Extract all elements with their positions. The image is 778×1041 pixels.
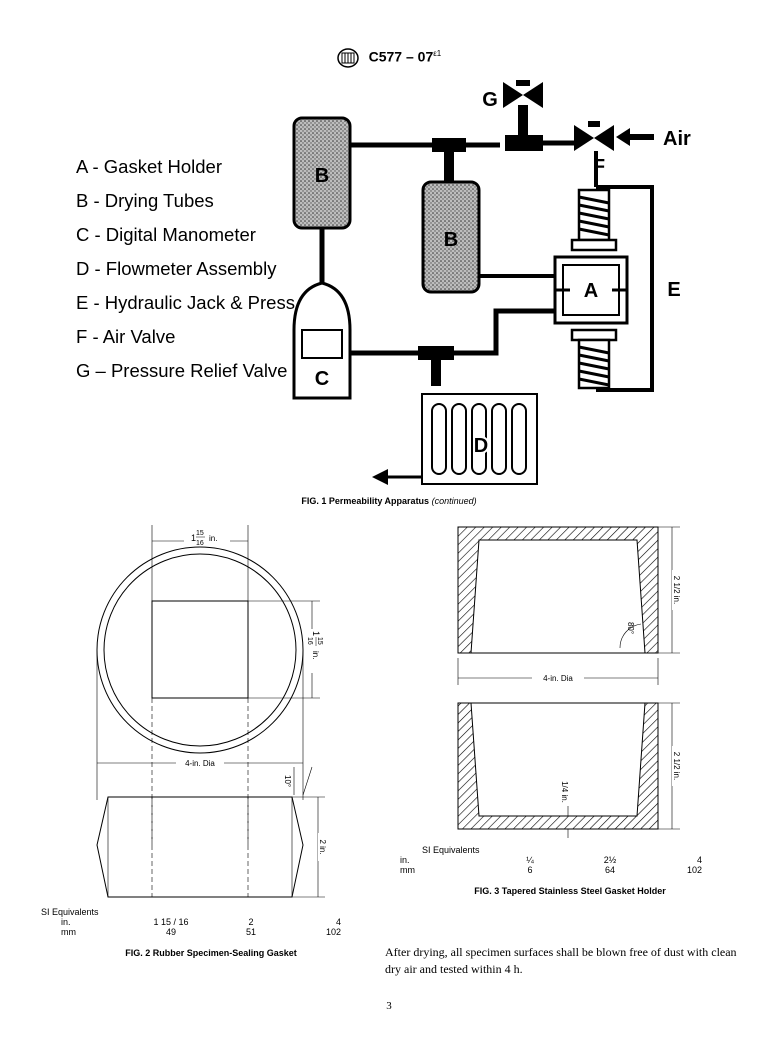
fig3-dim-angle: 80° [626, 621, 635, 635]
si-cell: 2½ [603, 855, 617, 865]
fig3-dim-top-height: 2 1/2 in. [672, 575, 681, 605]
pressure-relief-valve-icon [503, 80, 543, 108]
legend-item-a: A - Gasket Holder [76, 156, 223, 177]
fig1-apparatus-diagram [0, 0, 778, 500]
legend-item-b: B - Drying Tubes [76, 190, 214, 211]
legend-item-f: F - Air Valve [76, 326, 176, 347]
fig2-si-table [41, 917, 341, 937]
legend-item-c: C - Digital Manometer [76, 224, 256, 245]
fig3-si-title: SI Equivalents [422, 845, 480, 855]
fig3-dim-wall: 1/4 in. [560, 781, 569, 803]
fig2-si-title: SI Equivalents [41, 907, 99, 917]
label-f: F [592, 156, 606, 178]
si-cell: mm [61, 927, 76, 937]
si-cell: 49 [165, 927, 176, 937]
si-cell: 64 [604, 865, 615, 875]
fig2-dim-top-den: 16 [196, 540, 204, 547]
si-cell: ¼ [526, 855, 534, 865]
si-cell: 6 [527, 865, 533, 875]
fig3-gasket-holder-drawing [440, 520, 740, 840]
air-valve-icon [574, 121, 614, 151]
si-cell: in. [400, 855, 410, 865]
si-cell: 51 [245, 927, 256, 937]
table-row [41, 917, 341, 927]
si-cell: 2 [248, 917, 254, 927]
fig2-dim-right-unit: in. [311, 651, 320, 660]
fig2-dim-angle: 10° [283, 775, 292, 788]
label-air: Air [663, 128, 691, 150]
fig2-gasket-side-view [97, 797, 303, 897]
fig3-dim-bottom-height: 2 1/2 in. [672, 751, 681, 781]
fig2-dim-top-unit: in. [209, 534, 218, 543]
fig2-dim-right-den: 16 [306, 637, 313, 645]
legend-item-g: G – Pressure Relief Valve [76, 360, 288, 381]
fig2-gasket-drawing [0, 505, 380, 905]
legend-item-e: E - Hydraulic Jack & Press [76, 292, 295, 313]
exhaust-arrow-icon [372, 469, 388, 485]
label-a: A [583, 280, 599, 302]
label-c: C [314, 368, 330, 390]
fig3-si-equivalents [400, 845, 702, 875]
si-cell: 102 [686, 865, 702, 875]
fig2-si-equivalents [41, 907, 341, 937]
table-row [400, 865, 702, 875]
label-g: G [482, 89, 498, 111]
fig2-caption: FIG. 2 Rubber Specimen-Sealing Gasket [125, 948, 297, 958]
legend-item-d: D - Flowmeter Assembly [76, 258, 277, 279]
fig3-caption: FIG. 3 Tapered Stainless Steel Gasket Holder [474, 886, 666, 896]
label-e: E [667, 279, 681, 301]
standard-designation: C577 – 07 [368, 48, 434, 65]
si-cell: in. [61, 917, 71, 927]
fig1-caption-suffix: (continued) [431, 496, 477, 506]
fig2-dim-height: 2 in. [318, 839, 327, 855]
label-b2: B [443, 229, 459, 251]
fig1-caption-text: FIG. 1 Permeability Apparatus [301, 496, 430, 506]
page-number: 3 [386, 1000, 392, 1012]
fig2-inner-square [152, 601, 248, 698]
si-cell: 1 15 / 16 [153, 917, 189, 927]
label-d: D [473, 435, 489, 457]
si-cell: 102 [325, 927, 341, 937]
label-b1: B [314, 165, 330, 187]
fig2-dim-right-num: 15 [316, 637, 323, 645]
si-cell: 4 [696, 855, 702, 865]
fig2-dim-diameter: 4-in. Dia [185, 759, 215, 768]
fig3-si-table [400, 855, 702, 875]
fig2-dim-top-whole: 1 [191, 533, 197, 543]
body-paragraph: After drying, all specimen surfaces shall be blown free of dust with clean dry air and tested within 4 h. [385, 945, 737, 976]
air-inlet-arrow-icon [616, 128, 654, 146]
table-row [41, 927, 341, 937]
lower-jack-screw [572, 330, 616, 388]
table-row [400, 855, 702, 865]
fig3-lower-half [458, 703, 658, 829]
upper-jack-screw [572, 190, 616, 250]
fig3-dim-diameter: 4-in. Dia [543, 674, 573, 683]
fig2-dim-right-whole: 1 [311, 631, 321, 637]
edition-superscript: ε1 [433, 49, 442, 59]
fig3-upper-half [458, 527, 658, 653]
fig2-dim-top-num: 15 [196, 530, 204, 537]
si-cell: mm [400, 865, 415, 875]
si-cell: 4 [335, 917, 341, 927]
